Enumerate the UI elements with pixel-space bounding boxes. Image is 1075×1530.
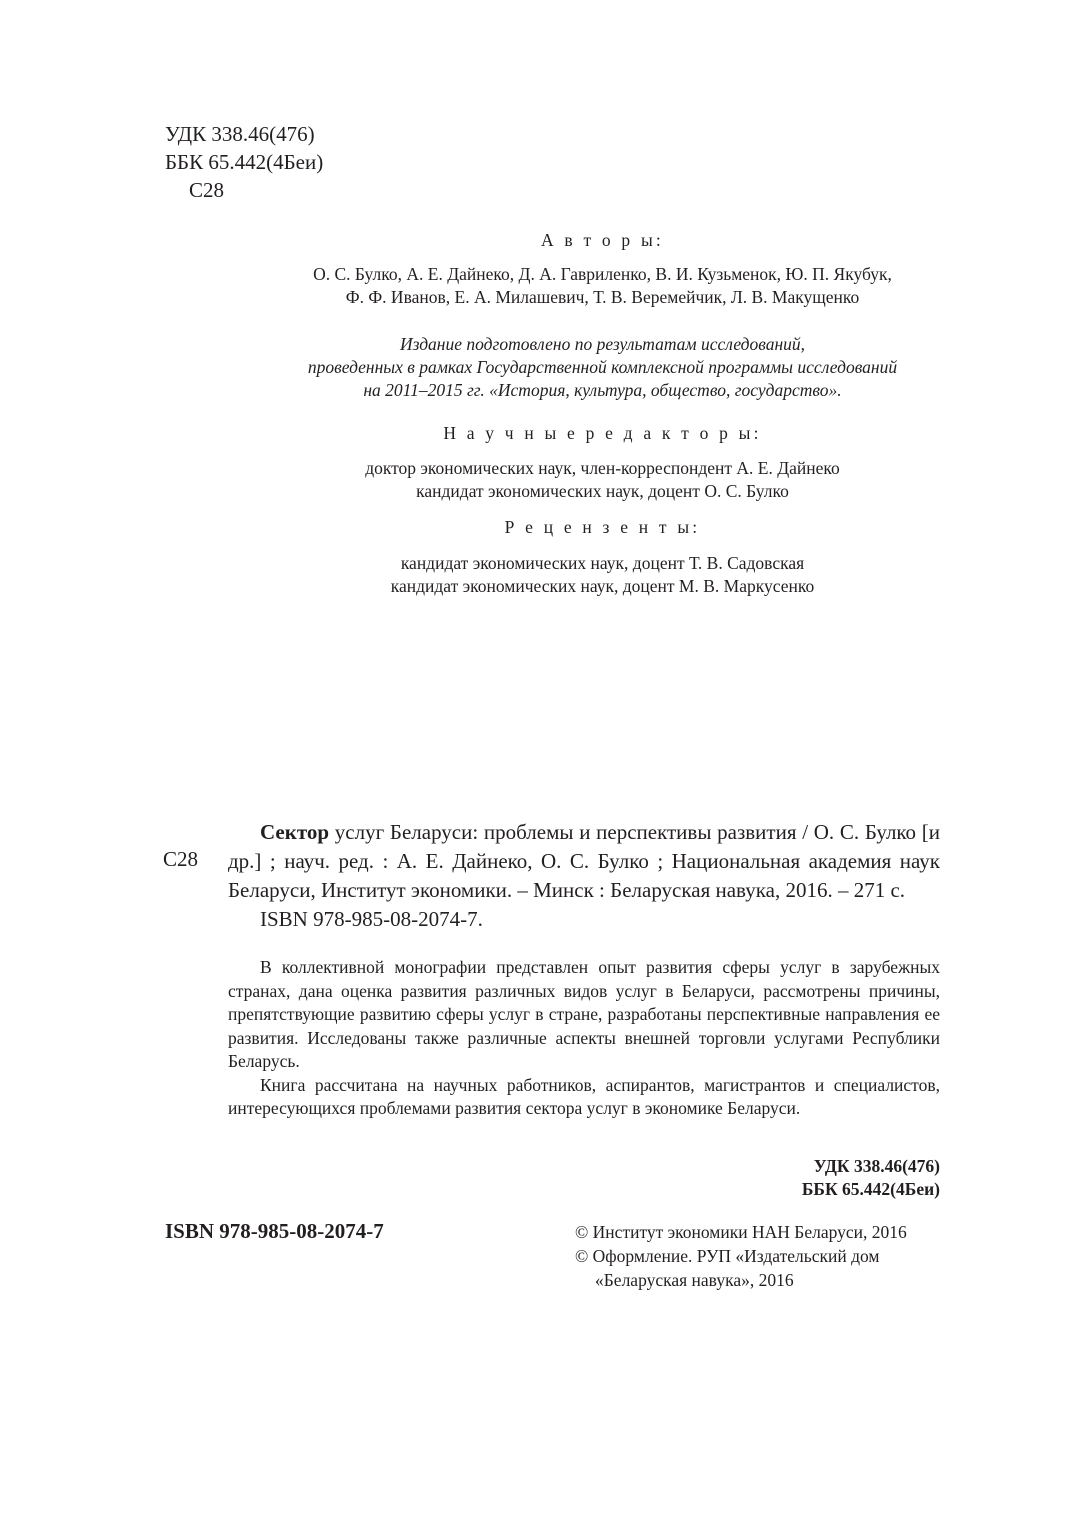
authors-line-1: О. С. Булко, А. Е. Дайнеко, Д. А. Гавриленко, В. И. Кузьменок, Ю. П. Якубук, <box>313 264 892 284</box>
bibliographic-entry <box>228 818 940 934</box>
note-line-2: проведенных в рамках Государственной комплексной программы исследований <box>307 357 898 377</box>
copyright-line-2: © Оформление. РУП «Издательский дом <box>575 1246 880 1266</box>
annotation-paragraph-2: Книга рассчитана на научных работников, аспирантов, магистрантов и специалистов, интересующихся проблемами развития сектора услуг в экономике Беларуси. <box>228 1074 940 1118</box>
isbn: ISBN 978-985-08-2074-7 <box>165 1219 384 1243</box>
editor-line-2: кандидат экономических наук, доцент О. С. Булко <box>416 481 789 501</box>
bibliography-code: С28 <box>163 847 199 871</box>
editors-list <box>160 457 1045 503</box>
authors-heading: А в т о р ы: <box>541 230 664 250</box>
copyright-block <box>575 1220 907 1292</box>
reviewer-line-1: кандидат экономических наук, доцент Т. В. Садовская <box>400 553 805 573</box>
entry-isbn: ISBN 978-985-08-2074-7. <box>260 907 483 931</box>
bottom-udk: УДК 338.46(476) <box>813 1156 940 1176</box>
authors-list <box>160 263 1045 309</box>
note-line-1: Издание подготовлено по результатам исследований, <box>399 334 806 354</box>
reviewers-list <box>160 552 1045 598</box>
authors-line-2: Ф. Ф. Иванов, Е. А. Милашевич, Т. В. Веремейчик, Л. В. Макущенко <box>345 287 860 307</box>
bottom-classification-codes <box>802 1155 940 1201</box>
title-rest: услуг Беларуси: проблемы и перспективы развития / О. С. Булко [и др.] ; науч. ред. : А. Е. Дайнеко, О. С. Булко ; Национальная академия наук Беларуси, Институт экономики. – Минск : Беларуская навука, 2016. – 271 с. <box>228 820 940 902</box>
reviewer-line-2: кандидат экономических наук, доцент М. В. Маркусенко <box>390 576 815 596</box>
bbk-code: ББК 65.442(4Беи) <box>165 150 324 174</box>
title-first-word: Сектор <box>260 820 330 844</box>
note-line-3: на 2011–2015 гг. «История, культура, общество, государство». <box>363 380 842 400</box>
copyright-line-3: «Беларуская навука», 2016 <box>595 1270 794 1290</box>
classification-codes <box>165 120 323 204</box>
reviewers-heading: Р е ц е н з е н т ы: <box>504 517 701 537</box>
editor-line-1: доктор экономических наук, член-корреспондент А. Е. Дайнеко <box>365 458 840 478</box>
bottom-bbk: ББК 65.442(4Беи) <box>801 1179 940 1199</box>
copyright-line-1: © Институт экономики НАН Беларуси, 2016 <box>575 1222 907 1242</box>
annotation <box>228 956 940 1121</box>
editors-heading: Н а у ч н ы е р е д а к т о р ы: <box>443 423 762 443</box>
author-mark: С28 <box>189 178 225 202</box>
annotation-paragraph-1: В коллективной монографии представлен опыт развития сферы услуг в зарубежных странах, дана оценка развития различных видов услуг в Беларуси, рассмотрены причины, препятствующие развитию сферы услуг в стране, разработаны перспективные направления ее развития. Исследованы также различные аспекты внешней торговли услугами Республики Беларусь. <box>228 957 940 1071</box>
publication-note <box>160 333 1045 402</box>
udk-code: УДК 338.46(476) <box>165 122 315 146</box>
